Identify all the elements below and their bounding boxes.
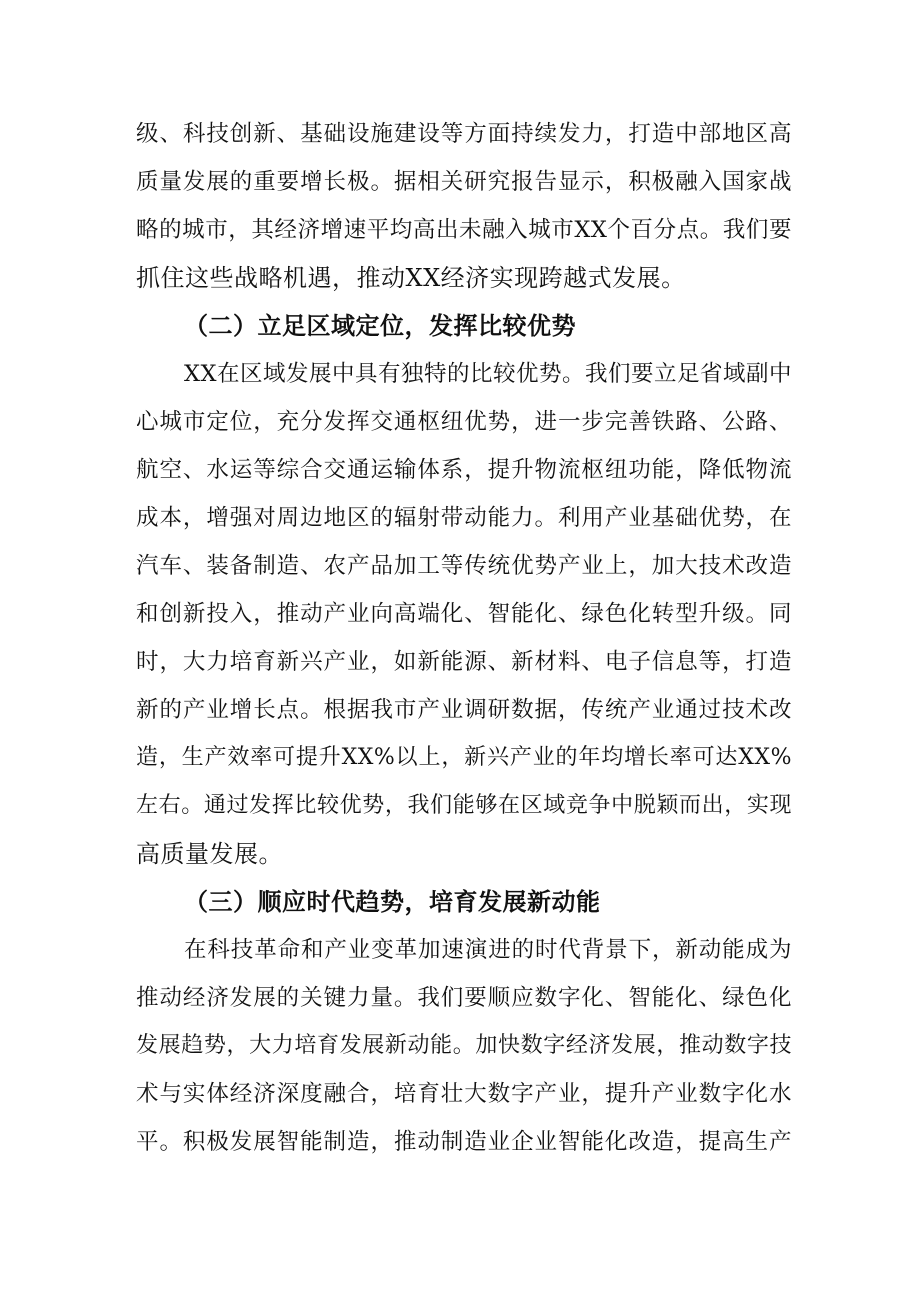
paragraph-3-line-1: 在科技革命和产业变革加速演进的时代背景下，新动能成为 (184, 937, 792, 963)
paragraph-2-line-1: XX在区域发展中具有独特的比较优势。我们要立足省域副中 (184, 361, 793, 387)
paragraph-2-line-11: 高质量发展。 (136, 840, 283, 868)
section-heading-2: （二）立足区域定位，发挥比较优势 (184, 311, 576, 340)
paragraph-3-line-5: 平。积极发展智能制造，推动制造业企业智能化改造，提高生产 (136, 1129, 792, 1155)
paragraph-3-line-4: 术与实体经济深度融合，培育壮大数字产业，提升产业数字化水 (136, 1081, 792, 1107)
paragraph-2-line-9: 造，生产效率可提升XX%以上，新兴产业的年均增长率可达XX% (136, 745, 792, 770)
paragraph-2-line-10: 左右。通过发挥比较优势，我们能够在区域竞争中脱颖而出，实现 (136, 793, 792, 818)
paragraph-3-line-3: 发展趋势，大力培育发展新动能。加快数字经济发展，推动数字技 (136, 1033, 792, 1058)
paragraph-2-line-2: 心城市定位，充分发挥交通枢纽优势，进一步完善铁路、公路、 (136, 409, 792, 435)
paragraph-2-line-8: 新的产业增长点。根据我市产业调研数据，传统产业通过技术改 (136, 697, 792, 723)
paragraph-1-line-4: 抓住这些战略机遇，推动XX经济实现跨越式发展。 (136, 264, 686, 292)
section-heading-3: （三）顺应时代趋势，培育发展新动能 (184, 887, 601, 916)
paragraph-1-line-1: 级、科技创新、基础设施建设等方面持续发力，打造中部地区高 (136, 121, 792, 147)
paragraph-2-line-3: 航空、水运等综合交通运输体系，提升物流枢纽功能，降低物流 (136, 457, 792, 483)
paragraph-2-line-6: 和创新投入，推动产业向高端化、智能化、绿色化转型升级。同 (136, 601, 792, 627)
paragraph-1-line-3: 略的城市，其经济增速平均高出未融入城市XX个百分点。我们要 (136, 217, 792, 243)
paragraph-2-line-5: 汽车、装备制造、农产品加工等传统优势产业上，加大技术改造 (136, 553, 792, 579)
paragraph-2-line-4: 成本，增强对周边地区的辐射带动能力。利用产业基础优势，在 (136, 505, 792, 531)
paragraph-3-line-2: 推动经济发展的关键力量。我们要顺应数字化、智能化、绿色化 (136, 985, 792, 1011)
paragraph-1-line-2: 质量发展的重要增长极。据相关研究报告显示，积极融入国家战 (136, 169, 792, 195)
paragraph-2-line-7: 时，大力培育新兴产业，如新能源、新材料、电子信息等，打造 (136, 649, 792, 675)
